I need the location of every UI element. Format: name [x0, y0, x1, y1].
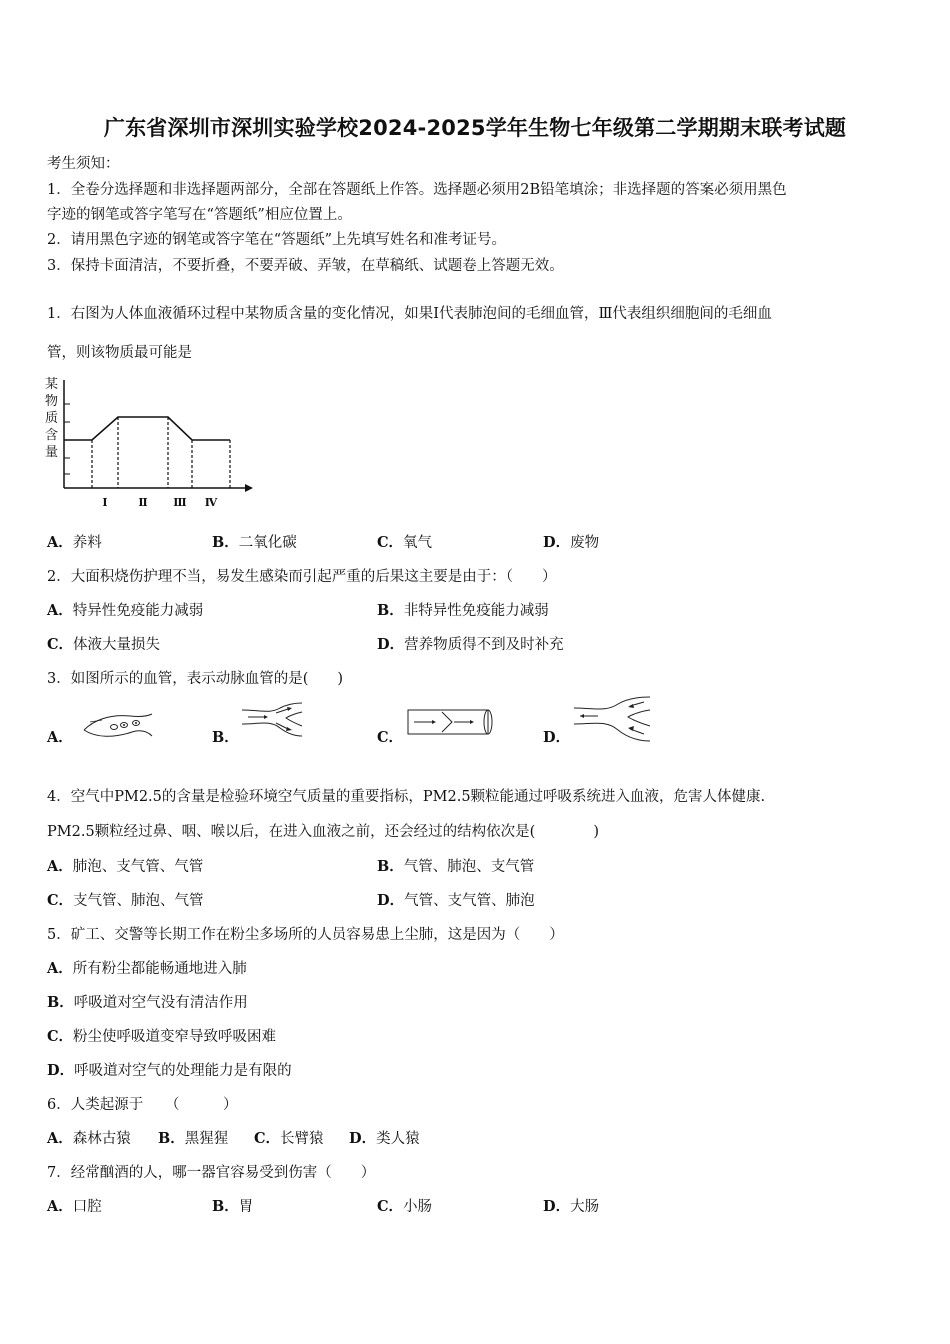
q7-option-c[interactable]: [377, 1195, 432, 1216]
option-text: 大肠: [570, 1199, 600, 1215]
option-letter: C．: [377, 1198, 404, 1215]
option-text: 呼吸道对空气没有清洁作用: [73, 995, 248, 1011]
q6-option-b[interactable]: [158, 1127, 228, 1148]
q6-option-d[interactable]: [349, 1127, 420, 1148]
page-title: 广东省深圳市深圳实验学校2024-2025学年生物七年级第二学期期末联考试题: [103, 116, 847, 140]
chart-xtick: Ⅰ: [102, 496, 108, 509]
question-4-stem-cont: PM2.5颗粒经过鼻、咽、喉以后，在进入血液之前，还会经过的结构依次是( ): [47, 824, 599, 840]
option-letter: C．: [254, 1130, 281, 1147]
vessel-figure-b: [240, 700, 306, 740]
notice-item: 1．全卷分选择题和非选择题两部分，全部在答题纸上作答。选择题必须用2B铅笔填涂；非选择题的答案必须用黑色: [47, 182, 787, 198]
option-letter: C．: [377, 534, 404, 551]
q3-option-a[interactable]: [47, 726, 73, 747]
question-3-stem: 3．如图所示的血管，表示动脉血管的是( ): [47, 671, 344, 687]
chart-ylabel-char: 物: [45, 394, 59, 409]
notice-heading: 考生须知：: [47, 156, 120, 172]
q4-option-a[interactable]: [47, 855, 203, 876]
option-text: 气管、肺泡、支气管: [403, 859, 535, 875]
chart-ylabel-char: 某: [45, 377, 59, 392]
vessel-figure-c: [404, 704, 496, 740]
option-letter: A．: [47, 729, 73, 746]
chart-x-arrow: [245, 484, 253, 492]
question-2-stem: 2．大面积烧伤护理不当，易发生感染而引起严重的后果这主要是由于：（ ）: [47, 569, 557, 585]
q5-option-a[interactable]: [47, 957, 247, 978]
option-letter: A．: [47, 858, 73, 875]
option-text: 胃: [238, 1199, 254, 1215]
option-letter: D．: [47, 1062, 75, 1079]
notice-item: 字迹的钢笔或答字笔写在“答题纸”相应位置上。: [47, 207, 352, 223]
option-letter: D．: [349, 1130, 377, 1147]
option-letter: B．: [158, 1130, 185, 1147]
option-letter: A．: [47, 1198, 73, 1215]
notice-item: 3．保持卡面清洁，不要折叠，不要弄破、弄皱，在草稿纸、试题卷上答题无效。: [47, 258, 564, 274]
chart-ylabel-char: 量: [45, 445, 59, 460]
option-text: 粉尘使呼吸道变窄导致呼吸困难: [73, 1029, 277, 1045]
option-letter: B．: [377, 602, 404, 619]
option-letter: C．: [47, 1028, 74, 1045]
option-letter: B．: [212, 729, 239, 746]
option-text: 小肠: [403, 1199, 433, 1215]
option-text: 养料: [72, 535, 102, 551]
option-letter: B．: [377, 858, 404, 875]
q2-option-c[interactable]: [47, 633, 160, 654]
q3-option-b[interactable]: [212, 726, 239, 747]
chart-xtick: Ⅳ: [204, 496, 218, 509]
option-letter: D．: [377, 636, 405, 653]
option-text: 呼吸道对空气的处理能力是有限的: [74, 1063, 292, 1079]
option-text: 体液大量损失: [73, 637, 161, 653]
option-text: 二氧化碳: [238, 535, 297, 551]
q5-option-d[interactable]: [47, 1059, 292, 1080]
q5-option-b[interactable]: [47, 991, 248, 1012]
q4-option-b[interactable]: [377, 855, 534, 876]
option-letter: A．: [47, 602, 73, 619]
option-letter: A．: [47, 1130, 73, 1147]
question-1-stem: 1．右图为人体血液循环过程中某物质含量的变化情况，如果Ⅰ代表肺泡间的毛细血管，Ⅲ代表组织细胞间的毛细血: [47, 306, 772, 322]
question-6-stem: 6．人类起源于 （ ）: [47, 1097, 238, 1113]
q6-option-a[interactable]: [47, 1127, 131, 1148]
q1-option-c[interactable]: [377, 531, 432, 552]
option-letter: B．: [212, 534, 239, 551]
option-letter: A．: [47, 534, 73, 551]
q4-option-d[interactable]: [377, 889, 535, 910]
option-text: 肺泡、支气管、气管: [72, 859, 204, 875]
option-letter: D．: [543, 534, 571, 551]
option-text: 黑猩猩: [184, 1131, 229, 1147]
question-5-stem: 5．矿工、交警等长期工作在粉尘多场所的人员容易患上尘肺，这是因为（ ）: [47, 927, 564, 943]
q6-option-c[interactable]: [254, 1127, 324, 1148]
vessel-figure-d: [570, 694, 654, 744]
question-4-stem: 4．空气中PM2.5的含量是检验环境空气质量的重要指标，PM2.5颗粒能通过呼吸系统进入血液，危害人体健康.: [47, 789, 766, 805]
q7-option-d[interactable]: [543, 1195, 599, 1216]
q1-option-a[interactable]: [47, 531, 102, 552]
option-letter: B．: [47, 994, 74, 1011]
q2-option-b[interactable]: [377, 599, 549, 620]
option-text: 营养物质得不到及时补充: [404, 637, 564, 653]
option-letter: B．: [212, 1198, 239, 1215]
substance-content-chart: [40, 374, 255, 514]
q7-option-b[interactable]: [212, 1195, 253, 1216]
option-text: 特异性免疫能力减弱: [72, 603, 204, 619]
option-text: 长臂猿: [280, 1131, 324, 1147]
q1-option-b[interactable]: [212, 531, 297, 552]
q2-option-a[interactable]: [47, 599, 203, 620]
option-text: 类人猿: [376, 1131, 420, 1147]
option-letter: C．: [47, 892, 74, 909]
chart-curve: [64, 417, 230, 440]
option-letter: C．: [47, 636, 74, 653]
q3-option-c[interactable]: [377, 726, 403, 747]
option-letter: D．: [377, 892, 405, 909]
option-text: 口腔: [72, 1199, 102, 1215]
question-7-stem: 7．经常酗酒的人，哪一器官容易受到伤害（ ）: [47, 1165, 376, 1181]
question-1-stem-cont: 管，则该物质最可能是: [47, 345, 192, 361]
chart-ylabel-char: 质: [45, 411, 59, 426]
option-text: 支气管、肺泡、气管: [73, 893, 204, 909]
option-text: 氧气: [403, 535, 433, 551]
option-text: 非特异性免疫能力减弱: [403, 603, 549, 619]
option-text: 森林古猿: [72, 1131, 131, 1147]
q1-option-d[interactable]: [543, 531, 599, 552]
option-letter: D．: [543, 729, 571, 746]
option-text: 废物: [570, 535, 600, 551]
q5-option-c[interactable]: [47, 1025, 276, 1046]
option-letter: D．: [543, 1198, 571, 1215]
q2-option-d[interactable]: [377, 633, 564, 654]
option-letter: A．: [47, 960, 73, 977]
q4-option-c[interactable]: [47, 889, 204, 910]
notice-item: 2．请用黑色字迹的钢笔或答字笔在“答题纸”上先填写姓名和准考证号。: [47, 232, 507, 248]
chart-ylabel-char: 含: [45, 428, 59, 443]
chart-xtick: Ⅱ: [138, 496, 148, 509]
chart-xtick: Ⅲ: [173, 496, 187, 509]
option-text: 所有粉尘都能畅通地进入肺: [72, 961, 247, 977]
q3-option-d[interactable]: [543, 726, 570, 747]
q7-option-a[interactable]: [47, 1195, 102, 1216]
option-text: 气管、支气管、肺泡: [404, 893, 535, 909]
vessel-figure-a: [80, 708, 156, 744]
option-letter: C．: [377, 729, 404, 746]
